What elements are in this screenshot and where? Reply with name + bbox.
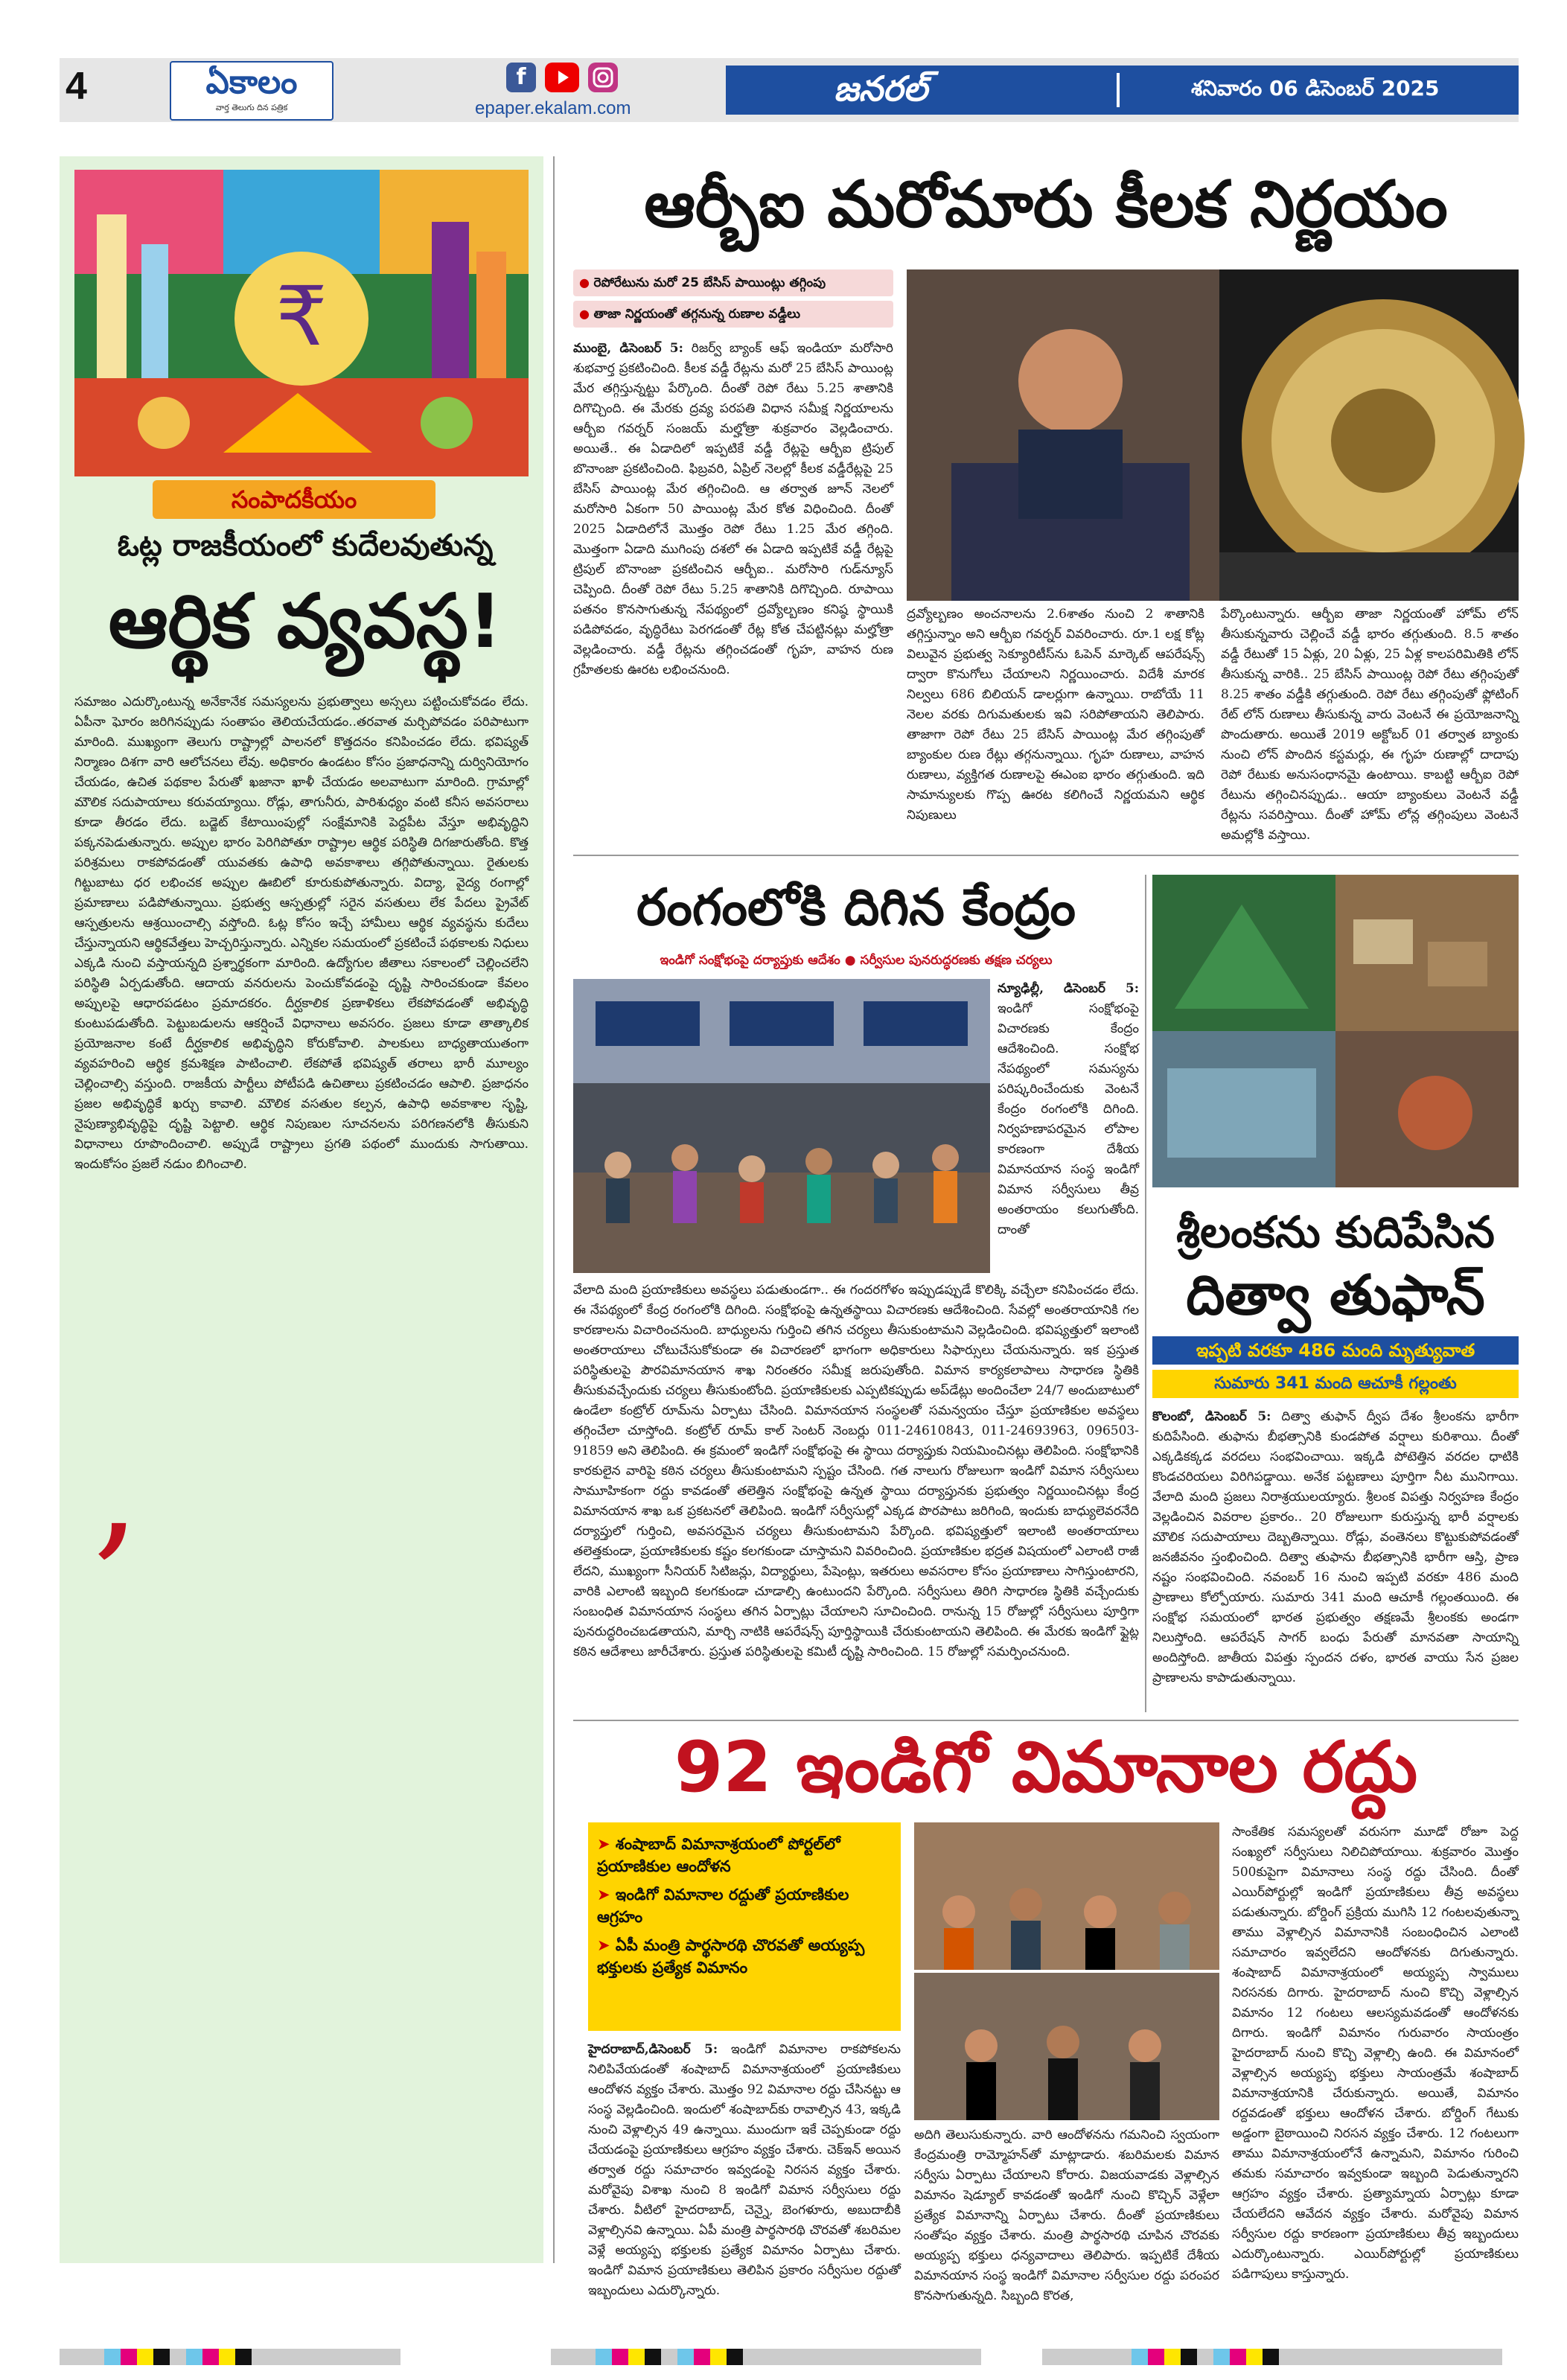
- srilanka-sub-2-text: సుమారు 341 మంది ఆచూకీ గల్లంతు: [1214, 1374, 1457, 1393]
- srilanka-sub-1: [1152, 1336, 1519, 1365]
- editorial-badge: [153, 480, 435, 519]
- editorial-title: ఆర్థిక వ్యవస్థ!: [108, 578, 502, 665]
- srilanka-flood-photo: [1152, 875, 1519, 1187]
- instagram-icon[interactable]: [588, 63, 618, 92]
- rbi-body-1-text: రిజర్వ్ బ్యాంక్ ఆఫ్ ఇండియా మరోసారి శుభవార్త ప్రకటించింది. కీలక వడ్డీ రేట్లను మరో 25 బేసిస్ పాయింట్ల మేర తగ్గిస్తున్నట్టు పేర్కొంది. దీంతో రెపో రేటు 5.25 శాతానికి దిగొచ్చింది. ఈ మేరకు ద్రవ్య పరపతి విధాన సమీక్ష నిర్ణయాలను ఆర్బీఐ గవర్నర్ సంజయ్ మల్హోత్రా శుక్రవారం వెల్లడించారు. అయితే.. ఈ ఏడాదిలో ఇప్పటికే వడ్డీ రేట్లపై ఆర్బీఐ ట్రిపుల్ బొనాంజా ప్రకటించింది. ఫిబ్రవరి, ఏప్రిల్ నెలల్లో కీలక వడ్డీరేట్లపై 25 బేసిస్ పాయింట్ల మేర తగ్గించింది. ఆ తర్వాత జూన్ నెలలో మరోసారి ఏకంగా 50 పాయింట్ల మేర కోత విధించింది. దీంతో 2025 ఏడాదిలోనే మొత్తం రెపో రేటు 1.25 మేర తగ్గింది. మొత్తంగా ఏడాది ముగింపు దశలో ఈ ఏడాది ఇప్పటికే వడ్డీ రేట్లపై ట్రిపుల్ బొనాంజా ప్రకటించిన ఆర్బీఐ.. మరోసారి గుడ్‌న్యూస్ చెప్పింది. దీంతో రెపో రేటు 5.25 శాతానికి దిగొచ్చింది. రూపాయి పతనం కొనసాగుతున్న నేపథ్యంలో ద్రవ్యోల్బణం కనిష్ఠ స్థాయికి పడిపోవడం, వృద్ధిరేటు పెరగడంతో రేట్ల కోత చేపట్టినట్లు మల్హోత్రా వెల్లడించారు. వడ్డీ రేట్లను తగ్గించడంతో గృహ, వాహన రుణ గ్రహీతలకు ఊరట లభించనుంది.: [573, 341, 893, 677]
- quote-mark: ,: [93, 1402, 141, 1575]
- indigo-cancel-bullet-1-text: శంషాబాద్ విమానాశ్రయంలో పోర్టల్‌లో ప్రయాణికుల ఆందోళన: [597, 1835, 840, 1875]
- rbi-bullet-2-text: తాజా నిర్ణయంతో తగ్గనున్న రుణాల వడ్డీలు: [593, 307, 801, 322]
- indigo-cancel-dateline: హైదరాబాద్,డిసెంబర్ 5:: [588, 2042, 718, 2057]
- indigo-center-subhead: ఇండిగో సంక్షోభంపై దర్యాప్తుకు ఆదేశం ● సర్వీసుల పునరుద్ధరణకు తక్షణ చర్యలు: [660, 953, 1053, 968]
- logo-text: ఏకాలం: [205, 63, 298, 101]
- color-strip-middle: [551, 2349, 981, 2365]
- indigo-cancel-bullet-3: ➤ ఏపీ మంత్రి పార్థసారథి చొరవతో అయ్యప్ప భక్తులకు ప్రత్యేక విమానం: [597, 1936, 865, 1977]
- indigo-center-dateline: న్యూఢిల్లీ, డిసెంబర్ 5:: [998, 981, 1139, 996]
- indigo-cancel-body-1: [588, 2040, 901, 2298]
- indigo-cancel-bullets: [588, 1822, 901, 2031]
- srilanka-sub-2: [1152, 1370, 1519, 1398]
- editorial-illustration: [74, 170, 529, 476]
- indigo-cancel-body-2: అదిగి తెలుసుకున్నారు. వారి ఆందోళనను గమనించి స్వయంగా కేంద్రమంత్రి రామ్మోహన్‌తో మాట్లాడారు. శబరిమలకు విమాన సర్వీసు ఏర్పాటు చేయాలని కోరారు. విజయవాడకు వెళ్లాల్సిన విమానం షెడ్యూల్ కావడంతో ఇండిగో నుంచి కొచ్చిన్ వెళ్లేలా ప్రత్యేక విమానాన్ని ఏర్పాటు చేశారు. దీంతో ప్రయాణికులు సంతోషం వ్యక్తం చేశారు. మంత్రి పార్థసారథి చూపిన చొరవకు అయ్యప్ప భక్తులు ధన్యవాదాలు తెలిపారు. ఇప్పటికే దేశీయ విమానయాన సంస్థ ఇండిగో విమానాల సర్వీసుల రద్దు పరంపర కొనసాగుతున్నది. సిబ్బంది కొరత,: [914, 2128, 1219, 2303]
- section-title: జనరల్: [834, 68, 928, 109]
- editorial-badge-text: సంపాదకీయం: [231, 485, 357, 514]
- indigo-center-body-1: [998, 979, 1139, 1277]
- indigo-center-body-2: వేలాది మంది ప్రయాణికులు అవస్థలు పడుతుండగా.. ఈ గందరగోళం ఇప్పుడప్పుడే కొలిక్కి వచ్చేలా కనిపించడం లేదు. ఈ నేపథ్యంలో కేంద్ర రంగంలోకి దిగింది. సంక్షోభంపై ఉన్నతస్థాయి విచారణకు ఆదేశించింది. సేవల్లో అంతరాయానికి గల కారణాలను విచారించనుంది. బాధ్యులను గుర్తించి తగిన చర్యలు తీసుకుంటామని వెల్లడించింది. భవిష్యత్తులో ఇలాంటి అంతరాయాలు చోటుచేసుకోకుండా ఈ విచారణలో భాగంగా అధికారులు సిఫార్సులు చేయనున్నారు. ఇక ప్రస్తుత పరిస్థితులపై పౌరవిమానయాన శాఖ నిరంతరం సమీక్ష జరుపుతోంది. విమాన కార్యకలాపాలు సాధారణ స్థితికి తీసుకువచ్చేందుకు చర్యలు తీసుకుంటోంది. ప్రయాణికులకు ఎప్పటికప్పుడు అప్‌డేట్లు అందించేలా 24/7 అందుబాటులో ఉండేలా కంట్రోల్ రూమ్‌ను ఏర్పాటు చేసింది. విమానయాన సంస్థలతో సమన్వయం చేస్తూ ప్రయాణికుల అవస్థలు తగ్గించేలా చూస్తోంది. కంట్రోల్ రూమ్ కాల్ సెంటర్ నెంబర్లు 011-24610843, 011-24693963, 096503-91859 అని తెలిపింది. ఈ క్రమంలో ఇండిగో సంక్షోభంపై ఈ స్థాయి దర్యాప్తుకు నియమించినట్లు తెలిపింది. సంక్షోభానికి కారకులైన వారిపై కఠిన చర్యలు తీసుకుంటామని స్పష్టం చేసింది. గత నాలుగు రోజులుగా ఇండిగో విమాన సర్వీసులు సామూహికంగా రద్దు కావడంతో తలెత్తిన సంక్షోభంపై ఉన్నత స్థాయి దర్యాప్తునకు ప్రభుత్వం నిర్ణయించినట్లు కేంద్ర విమానయాన శాఖ ఒక ప్రకటనలో తెలిపింది. ఇండిగో సర్వీసుల్లో ఎక్కడ పొరపాటు జరిగింది, ఇందుకు బాధ్యులెవరనేది దర్యాప్తులో గుర్తించి, అవసరమైన చర్యలు తీసుకుంటామని పేర్కొంది. భవిష్యత్తులో ఇలాంటి అంతరాయాలు తలెత్తకుండా, ప్రయాణికులకు కష్టం కలగకుండా చూస్తామని వివరించింది. ప్రయాణికుల భద్రత విషయంలో ఎలాంటి రాజీ లేదని, ముఖ్యంగా సీనియర్ సిటిజన్లు, విద్యార్థులు, పేషెంట్లు, ఇతరులు అవసరాల కోసం ప్రయాణాలు సాగిస్తుంటారని, వారికి ఎలాంటి ఇబ్బంది కలగకుండా చూడాల్సి ఉంటుందని పేర్కొంది. సర్వీసులు తిరిగి సాధారణ స్థితికి వచ్చేందుకు సంబంధిత విమానయాన సంస్థలు తగిన ఏర్పాట్లు చేయాలని సూచించింది. రానున్న 15 రోజుల్లో సర్వీసులు పూర్తిగా పునరుద్ధరించబడతాయని, మార్చి నాటికి ఆపరేషన్స్ పూర్తిస్థాయికి చేరుకుంటాయని తెలిపింది. ఈ మేరకు ఇండిగో ఫ్లైట్ల కఠిన ఆదేశాలు జారీచేశారు. ప్రస్తుత పరిస్థితులపై కమిటీ దృష్టి సారించింది. 15 రోజుల్లో సమర్పించనుంది.: [573, 1283, 1139, 1659]
- indigo-center-body-1-text: ఇండిగో సంక్షోభంపై విచారణకు కేంద్రం ఆదేశించింది. సంక్షోభ నేపథ్యంలో సమస్యను పరిష్కరించేందుకు వెంటనే కేంద్రం రంగంలోకి దిగింది. నిర్వహణాపరమైన లోపాల కారణంగా దేశీయ విమానయాన సంస్థ ఇండిగో విమాన సర్వీసులు తీవ్ర అంతరాయం కలుగుతోంది. దాంతో: [998, 1001, 1139, 1237]
- rbi-body-1: [573, 339, 893, 823]
- youtube-icon[interactable]: [545, 63, 579, 92]
- indigo-center-headline: రంగంలోకి దిగిన కేంద్రం: [636, 878, 1076, 937]
- rbi-body-2: ద్రవ్యోల్బణం అంచనాలను 2.6శాతం నుంచి 2 శాతానికి తగ్గిస్తున్నాం అని ఆర్బీఐ గవర్నర్ వివరించారు. రూ.1 లక్ష కోట్ల విలువైన ప్రభుత్వ సెక్యూరిటీస్‌ను ఓపెన్ మార్కెట్ ఆపరేషన్స్ ద్వారా కొనుగోలు చేయాలని నిర్ణయించారు. విదేశీ మారక నిల్వలు 686 బిలియన్ డాలర్లుగా ఉన్నాయి. రాబోయే 11 నెలల వరకు దిగుమతులకు ఇవి సరిపోతాయని తెలిపారు. తాజాగా రెపో రేటు 25 బేసిస్ పాయింట్ల మేర తగ్గింపుతో బ్యాంకుల రుణ రేట్లు తగ్గనున్నాయి. గృహ రుణాలు, వాహన రుణాలు, వ్యక్తిగత రుణాలపై ఈఎంఐ భారం తగ్గుతుంది. ఇది సామాన్యులకు గొప్ప ఊరట కలిగించే నిర్ణయమని ఆర్థిక నిపుణులు: [907, 607, 1204, 823]
- rbi-bottom-rule: [573, 855, 1519, 856]
- indigo-cancel-bullet-2-text: ఇండిగో విమానాల రద్దుతో ప్రయాణికుల ఆగ్రహం: [597, 1886, 849, 1926]
- rbi-body-3: పేర్కొంటున్నారు. ఆర్బీఐ తాజా నిర్ణయంతో హోమ్ లోన్ తీసుకున్నవారు చెల్లించే వడ్డీ భారం తగ్గుతుంది. 8.5 శాతం వడ్డీ రేటుతో 15 ఏళ్లు, 20 ఏళ్లు, 25 ఏళ్ల కాలపరిమితికి లోన్ తీసుకున్న వారికి.. 25 బేసిస్ పాయింట్ల రెపో రేటు తగ్గింపుతో 8.25 శాతం వడ్డీకి తగ్గుతుంది. రెపో రేటు తగ్గింపుతో ఫ్లోటింగ్ రేట్ లోన్ రుణాలు తీసుకున్న వారు వెంటనే ఈ ప్రయోజనాన్ని పొందుతారు. అయితే 2019 అక్టోబర్ 01 తర్వాత బ్యాంకు నుంచి లోన్ పొందిన కస్టమర్లు, ఈ గృహ రుణాల్లో దాదాపు రెపో రేటుకు అనుసంధానమై ఉంటాయి. కాబట్టి ఆర్బీఐ రెపో రేటును తగ్గించినప్పుడు.. ఆయా బ్యాంకులు వెంటనే వడ్డీ రేట్లను సవరిస్తాయి. దీంతో హోమ్ లోన్ల తగ్గింపులు వెంటనే అమల్లోకి వస్తాయి.: [1221, 607, 1519, 843]
- srilanka-headline-1: శ్రీలంకను కుదిపేసిన: [1176, 1207, 1495, 1257]
- indigo-airport-photo: [573, 979, 990, 1273]
- social-icons: [506, 63, 618, 92]
- indigo-crowd-photo: [914, 1822, 1219, 2120]
- srilanka-dateline: కొలంబో, డిసెంబర్ 5:: [1152, 1409, 1271, 1424]
- editorial-body: సమాజం ఎదుర్కొంటున్న అనేకానేక సమస్యలను ప్రభుత్వాలు అస్సలు పట్టించుకోవడం లేదు. ఏపీనా ఘోరం జరిగినప్పుడు సంతాపం తెలియచేయడం..తరవాత మర్చిపోవడం పరిపాటుగా మారింది. ముఖ్యంగా తెలుగు రాష్ట్రాల్లో పాలనలో కొత్తదనం కనిపించడం లేదు. భవిష్యత్ నిర్మాణం దిశగా వారి ఆలోచనలు లేవు. అధికారం ఉండటం కోసం ప్రజాధనాన్ని దుర్వినియోగం చేయడం, ఉచిత పథకాల పేరుతో ఖజానా ఖాళీ చేయడం అలవాటుగా మారింది. గ్రామాల్లో మౌలిక సదుపాయాలు కరువయ్యాయి. రోడ్లు, తాగునీరు, పారిశుధ్యం వంటి కనీస అవసరాలు కూడా తీరడం లేదు. బడ్జెట్ కేటాయింపుల్లో సంక్షేమానికి పెద్దపీట వేస్తూ అభివృద్ధిని పక్కనపెడుతున్నారు. అప్పుల భారం పెరిగిపోతూ రాష్ట్రాల ఆర్థిక పరిస్థితి దిగజారుతోంది. కొత్త పరిశ్రమలు రాకపోవడంతో యువతకు ఉపాధి అవకాశాలు తగ్గిపోతున్నాయి. రైతులకు గిట్టుబాటు ధర లభించక అప్పుల ఊబిలో కూరుకుపోతున్నారు. విద్యా, వైద్య రంగాల్లో ప్రమాణాలు పడిపోతున్నాయి. ప్రభుత్వ ఆస్పత్రుల్లో సరైన వసతులు లేక పేదలు ప్రైవేట్ ఆస్పత్రులను ఆశ్రయించాల్సి వస్తోంది. ఓట్ల కోసం ఇచ్చే హామీలు ఆర్థిక వ్యవస్థను కుదేలు చేస్తున్నాయని ఆర్థికవేత్తలు హెచ్చరిస్తున్నారు. ఎన్నికల సమయంలో ప్రకటించే పథకాలకు నిధులు ఎక్కడి నుంచి వస్తాయన్నది ప్రశ్నార్థకంగా మారింది. ఉద్యోగుల జీతాలు సకాలంలో చెల్లించలేని పరిస్థితి ఏర్పడుతోంది. ఆదాయ వనరులను పెంచుకోవడంపై దృష్టి సారించకుండా కేవలం అప్పులపై ఆధారపడటం ప్రమాదకరం. దీర్ఘకాలిక ప్రణాళికలు లేకపోవడంతో అభివృద్ధి కుంటుపడుతోంది. పెట్టుబడులను ఆకర్షించే విధానాలు అవసరం. ప్రజలు కూడా తాత్కాలిక ప్రయోజనాల కంటే దీర్ఘకాలిక అభివృద్ధిని కోరుకోవాలి. పాలకులు బాధ్యతాయుతంగా వ్యవహరించి ఆర్థిక క్రమశిక్షణ పాటించాలి. లేకపోతే భవిష్యత్ తరాలు భారీ మూల్యం చెల్లించాల్సి వస్తుంది. రాజకీయ పార్టీలు పోటీపడి ఉచితాలు ప్రకటించడం ఆపాలి. ప్రజాధనం ప్రజల అభివృద్ధికే ఖర్చు కావాలి. మౌలిక వసతుల కల్పన, ఉపాధి అవకాశాల సృష్టి, నైపుణ్యాభివృద్ధిపై దృష్టి పెట్టాలి. ఆర్థిక నిపుణుల సూచనలను పరిగణనలోకి తీసుకుని విధానాలు రూపొందించాలి. అప్పుడే రాష్ట్రాలు ప్రగతి పథంలో ముందుకు సాగుతాయి. ఇందుకోసం ప్రజలే నడుం బిగించాలి.: [74, 695, 529, 1172]
- section-divider: [1117, 73, 1120, 107]
- editorial-subtitle: ఓట్ల రాజకీయంలో కుదేలవుతున్న: [117, 529, 494, 563]
- facebook-icon[interactable]: f: [506, 63, 536, 92]
- epaper-url[interactable]: epaper.ekalam.com: [475, 98, 631, 118]
- logo-tagline: వార్త తెలుగు దిన పత్రిక: [215, 103, 288, 112]
- color-strip-left: [60, 2349, 400, 2365]
- column-divider: [553, 156, 555, 2263]
- srilanka-divider: [1145, 875, 1146, 1712]
- indigo-cancel-body-3: సాంకేతిక సమస్యలతో వరుసగా మూడో రోజూ పెద్ద సంఖ్యలో సర్వీసులు నిలిచిపోయాయి. శుక్రవారం మొత్తం 500కుపైగా విమానాలు సంస్థ రద్దు చేసింది. దీంతో ఎయిర్‌పోర్టుల్లో ఇండిగో ప్రయాణికులు తీవ్ర అవస్థలు పడుతున్నారు. బోర్డింగ్ ప్రక్రియ ముగిసి 12 గంటలవుతున్నా తాము వెళ్లాల్సిన విమానానికి సంబంధించిన ఎలాంటి సమాచారం ఇవ్వలేదని ఆందోళనకు దిగుతున్నారు. శంషాబాద్ విమానాశ్రయంలో అయ్యప్ప స్వాములు నిరసనకు దిగారు. హైదరాబాద్ నుంచి కొచ్చి వెళ్లాల్సిన విమానం 12 గంటలు ఆలస్యమవడంతో ఆందోళనకు దిగారు. ఇండిగో విమానం గురువారం సాయంత్రం హైదరాబాద్ నుంచి కొచ్చి వెళ్లాల్సి ఉంది. ఈ విమానంలో వెళ్లాల్సిన అయ్యప్ప భక్తులు సాయంత్రమే శంషాబాద్ విమానాశ్రయానికి చేరుకున్నారు. అయితే, విమానం రద్దవడంతో భక్తులు ఆందోళన చేశారు. బోర్డింగ్ గేటుకు అడ్డంగా బైఠాయించి నిరసన వ్యక్తం చేశారు. 12 గంటలుగా తాము విమానాశ్రయంలోనే ఉన్నామని, విమానం గురించి తమకు సమాచారం ఇవ్వకుండా ఇబ్బంది పెడుతున్నారని ఆగ్రహం వ్యక్తం చేశారు. ప్రత్యామ్నాయ ఏర్పాట్లు కూడా చేయలేదని ఆవేదన వ్యక్తం చేశారు. మరోవైపు విమాన సర్వీసుల రద్దు కారణంగా ప్రయాణికులు తీవ్ర ఇబ్బందులు ఎదుర్కొంటున్నారు. ఎయిర్‌పోర్టుల్లో ప్రయాణికులు పడిగాపులు కాస్తున్నారు.: [1232, 1825, 1519, 2282]
- logo: [170, 61, 333, 121]
- page-number: 4: [66, 65, 87, 108]
- rbi-dateline: ముంబై, డిసెంబర్ 5:: [573, 341, 683, 356]
- srilanka-headline-2: దిత్వా తుఫాన్: [1186, 1263, 1485, 1327]
- rbi-photo: [907, 269, 1519, 601]
- srilanka-body-text: దిత్వా తుఫాన్ ద్వీప దేశం శ్రీలంకను భారీగా కుదిపేసింది. తుఫాను బీభత్సానికి కుండపోత వర్షాలు కురిశాయి. దీంతో ఎక్కడికక్కడ వరదలు సంభవించాయి. ఇక్కడి పోటెత్తిన వరదల ధాటికి కొండచరియలు విరిగిపడ్డాయి. అనేక పట్టణాలు పూర్తిగా నీట మునిగాయి. వేలాది మంది ప్రజలు నిరాశ్రయులయ్యారు. శ్రీలంక విపత్తు నిర్వహణ కేంద్రం వెల్లడించిన వివరాల ప్రకారం.. 20 రోజులుగా కురుస్తున్న భారీ వర్షాలకు మౌలిక సదుపాయాలు దెబ్బతిన్నాయి. రోడ్లు, వంతెనలు కొట్టుకుపోవడంతో జనజీవనం స్తంభించింది. దిత్వా తుఫాను బీభత్సానికి భారీగా ఆస్తి, ప్రాణ నష్టం సంభవించింది. నవంబర్ 16 నుంచి ఇప్పటి వరకూ 486 మంది ప్రాణాలు కోల్పోయారు. సుమారు 341 మంది ఆచూకీ గల్లంతయింది. ఈ సంక్షోభ సమయంలో భారత ప్రభుత్వం తక్షణమే శ్రీలంకకు అండగా నిలుస్తోంది. ఆపరేషన్ సాగర్ బంధు పేరుతో మానవతా సాయాన్ని అందిస్తోంది. జాతీయ విపత్తు స్పందన దళం, భారత వాయు సేన ప్రజల ప్రాణాలను కాపాడుతున్నాయి.: [1152, 1409, 1519, 1685]
- rbi-bullet-2: ● తాజా నిర్ణయంతో తగ్గనున్న రుణాల వడ్డీలు: [573, 301, 893, 328]
- rbi-bullet-1: ● రెపోరేటును మరో 25 బేసిస్ పాయింట్లు తగ్గింపు: [573, 269, 893, 296]
- date-text: శనివారం 06 డిసెంబర్ 2025: [1191, 76, 1440, 101]
- svg-text:₹: ₹: [275, 269, 328, 364]
- indigo-cancel-bullet-3-text: ఏపీ మంత్రి పార్థసారథి చొరవతో అయ్యప్ప భక్తులకు ప్రత్యేక విమానం: [597, 1936, 865, 1977]
- indigo-cancel-bullet-1: ➤ శంషాబాద్ విమానాశ్రయంలో పోర్టల్‌లో ప్రయాణికుల ఆందోళన: [597, 1835, 840, 1875]
- color-strip-right: [1042, 2349, 1502, 2365]
- srilanka-body: [1152, 1407, 1519, 1712]
- indigo-cancel-body-1-text: ఇండిగో విమానాల రాకపోకలను నిలిపివేయడంతో శంషాబాద్ విమానాశ్రయంలో ప్రయాణికులు ఆందోళన వ్యక్తం చేశారు. మొత్తం 92 విమానాల రద్దు చేసినట్టు ఆ సంస్థ వెల్లడించింది. ఇందులో శంషాబాద్‌కు రావాల్సిన 43, ఇక్కడి నుంచి వెళ్లాల్సిన 49 ఉన్నాయి. ముందుగా ఇకే చెప్పకుండా రద్దు చేయడంపై ప్రయాణికులు ఆగ్రహం వ్యక్తం చేశారు. చెక్‌ఇన్ అయిన తర్వాత రద్దు సమాచారం ఇవ్వడంపై నిరసన వ్యక్తం చేశారు. మరోవైపు విశాఖ నుంచి 8 ఇండిగో విమాన సర్వీసులు రద్దు చేశారు. వీటిలో హైదరాబాద్, చెన్నై, బెంగళూరు, అబుదాబీకి వెళ్లాల్సినవి ఉన్నాయి. ఏపీ మంత్రి పార్థసారథి చొరవతో శబరిమల వెళ్లే అయ్యప్ప భక్తులకు ప్రత్యేక విమానం ఏర్పాటు చేశారు. ఇండిగో విమాన ప్రయాణికులు తెలిపిన ప్రకారం సర్వీసుల రద్దుతో ఇబ్బందులు ఎదుర్కొన్నారు.: [588, 2042, 901, 2298]
- mid-bottom-rule: [573, 1720, 1519, 1721]
- srilanka-sub-1-text: ఇప్పటి వరకూ 486 మంది మృత్యువాత: [1196, 1340, 1475, 1361]
- indigo-cancel-headline: 92 ఇండిగో విమానాల రద్దు: [674, 1727, 1418, 1808]
- rbi-bullet-1-text: రెపోరేటును మరో 25 బేసిస్ పాయింట్లు తగ్గింపు: [593, 275, 826, 290]
- rbi-headline: ఆర్బీఐ మరోమారు కీలక నిర్ణయం: [644, 168, 1448, 242]
- indigo-cancel-bullet-2: ➤ ఇండిగో విమానాల రద్దుతో ప్రయాణికుల ఆగ్రహం: [597, 1886, 849, 1926]
